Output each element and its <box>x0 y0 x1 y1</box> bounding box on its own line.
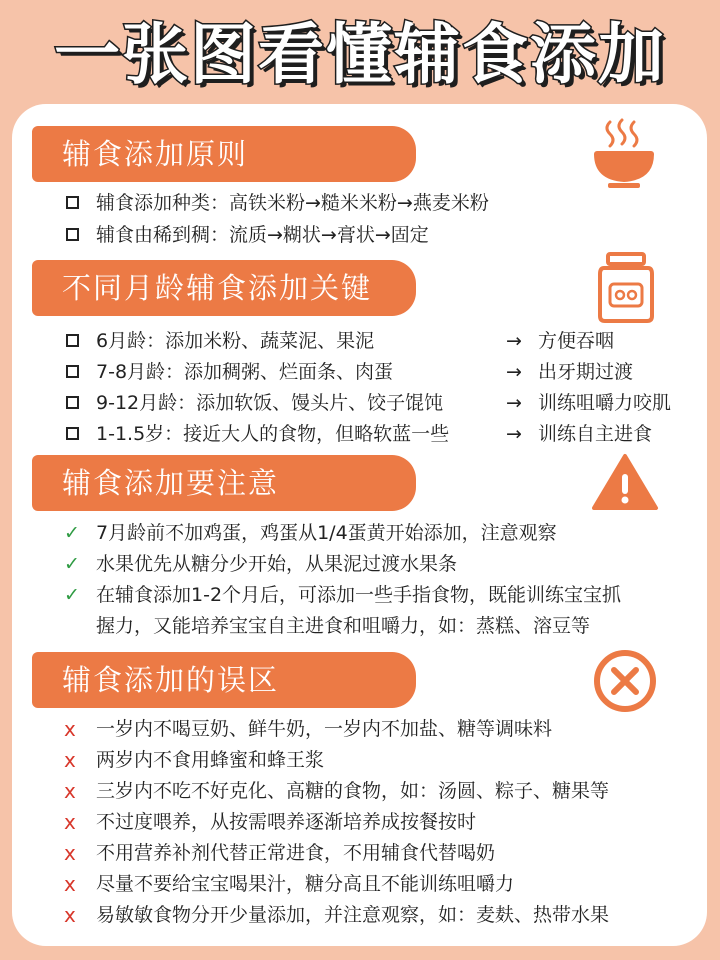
list-item: 水果优先从糖分少开始，从果泥过渡水果条 <box>96 553 458 575</box>
list-item: 易敏敏食物分开少量添加，并注意观察，如：麦麸、热带水果 <box>96 904 610 926</box>
arrow-icon: → <box>506 423 522 445</box>
section-heading-mistakes: 辅食添加的误区 <box>32 652 416 708</box>
section-heading-notes: 辅食添加要注意 <box>32 455 416 511</box>
arrow-icon: → <box>506 330 522 352</box>
section-heading-age-keys: 不同月龄辅食添加关键 <box>32 260 416 316</box>
list-item-result: 训练咀嚼力咬肌 <box>538 392 672 414</box>
cross-icon: x <box>64 872 76 896</box>
section-heading-principles: 辅食添加原则 <box>32 126 416 182</box>
formula-jar-icon <box>596 252 656 324</box>
cross-icon: x <box>64 779 76 803</box>
warning-icon <box>590 452 660 512</box>
checkbox-icon <box>66 228 79 241</box>
checkbox-icon <box>66 196 79 209</box>
checkbox-icon <box>66 396 79 409</box>
list-item-continued: 握力，又能培养宝宝自主进食和咀嚼力，如：蒸糕、溶豆等 <box>96 615 591 637</box>
list-item-result: 训练自主进食 <box>538 423 653 445</box>
arrow-icon: → <box>506 392 522 414</box>
list-item: 一岁内不喝豆奶、鲜牛奶，一岁内不加盐、糖等调味料 <box>96 718 553 740</box>
cross-icon: x <box>64 748 76 772</box>
check-icon: ✓ <box>64 522 80 544</box>
list-item: 辅食由稀到稠：流质→糊状→膏状→固定 <box>96 224 429 246</box>
list-item: 两岁内不食用蜂蜜和蜂王浆 <box>96 749 325 771</box>
bowl-icon <box>588 116 660 192</box>
check-icon: ✓ <box>64 584 80 606</box>
check-icon: ✓ <box>64 553 80 575</box>
list-item: 7月龄前不加鸡蛋，鸡蛋从1/4蛋黄开始添加，注意观察 <box>96 522 557 544</box>
cross-icon: x <box>64 841 76 865</box>
list-item-stage: 9-12月龄：添加软饭、馒头片、饺子馄饨 <box>96 392 444 414</box>
list-item-result: 方便吞咽 <box>538 330 615 352</box>
checkbox-icon <box>66 427 79 440</box>
list-item: 尽量不要给宝宝喝果汁，糖分高且不能训练咀嚼力 <box>96 873 515 895</box>
close-circle-icon <box>592 648 658 714</box>
page-title: 一张图看懂辅食添加 <box>54 16 666 93</box>
list-item-stage: 6月龄：添加米粉、蔬菜泥、果泥 <box>96 330 375 352</box>
checkbox-icon <box>66 334 79 347</box>
arrow-icon: → <box>506 361 522 383</box>
cross-icon: x <box>64 717 76 741</box>
list-item: 辅食添加种类：高铁米粉→糙米米粉→燕麦米粉 <box>96 192 489 214</box>
checkbox-icon <box>66 365 79 378</box>
list-item: 不过度喂养，从按需喂养逐渐培养成按餐按时 <box>96 811 477 833</box>
list-item: 在辅食添加1-2个月后，可添加一些手指食物，既能训练宝宝抓 <box>96 584 622 606</box>
list-item: 不用营养补剂代替正常进食，不用辅食代替喝奶 <box>96 842 496 864</box>
cross-icon: x <box>64 903 76 927</box>
list-item: 三岁内不吃不好克化、高糖的食物，如：汤圆、粽子、糖果等 <box>96 780 610 802</box>
list-item-result: 出牙期过渡 <box>538 361 634 383</box>
cross-icon: x <box>64 810 76 834</box>
list-item-stage: 7-8月龄：添加稠粥、烂面条、肉蛋 <box>96 361 394 383</box>
list-item-stage: 1-1.5岁：接近大人的食物，但略软蓝一些 <box>96 423 450 445</box>
